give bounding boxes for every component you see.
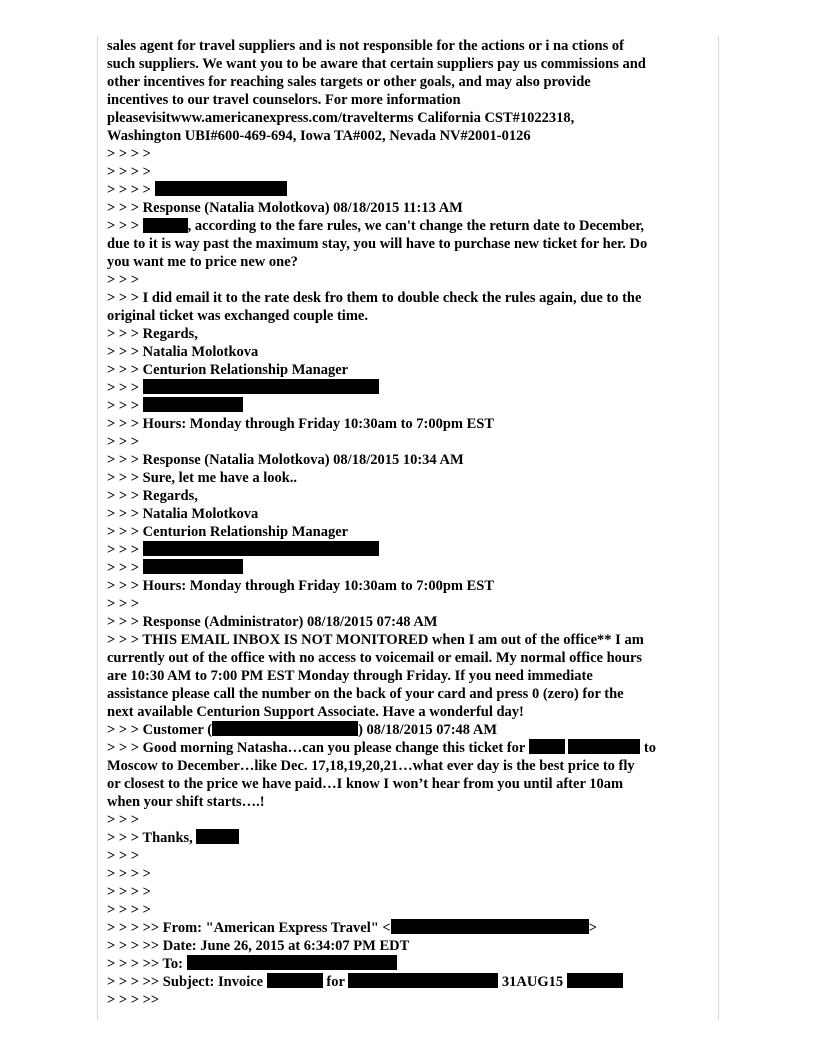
page-frame-right-border [718, 36, 719, 1020]
text-line: > > > Good morning Natasha…can you please change this ticket for to [107, 740, 657, 756]
redaction-box [143, 218, 188, 233]
text-line: pleasevisitwww.americanexpress.com/travelterms California CST#1022318, [107, 110, 575, 126]
text-line: > > > Response (Administrator) 08/18/2015 07:48 AM [107, 614, 438, 630]
text-line: > > > Centurion Relationship Manager [107, 524, 349, 540]
text-line: > > > > [107, 181, 715, 199]
text-line: > > > Natalia Molotkova [107, 344, 259, 360]
text-line: > > > >> [107, 992, 160, 1008]
text-line: or closest to the price we have paid…I know I won’t hear from you until after 10am [107, 776, 624, 792]
text-line: > > > [107, 848, 140, 864]
text-line: currently out of the office with no access to voicemail or email. My normal office hours [107, 650, 643, 666]
text-line: other incentives for reaching sales targets or other goals, and may also provide [107, 74, 591, 90]
text-line: > > > Hours: Monday through Friday 10:30am to 7:00pm EST [107, 578, 495, 594]
text-line: Washington UBI#600-469-694, Iowa TA#002, Nevada NV#2001-0126 [107, 128, 531, 144]
text-line: assistance please call the number on the back of your card and press 0 (zero) for the [107, 686, 624, 702]
text-line: incentives to our travel counselors. For more information [107, 92, 461, 108]
redaction-box [568, 739, 640, 754]
redaction-box [567, 973, 623, 988]
text-line: > > > Regards, [107, 488, 198, 504]
text-line: > > > >> From: "American Express Travel" < > [107, 920, 597, 936]
text-line: > > > Hours: Monday through Friday 10:30am to 7:00pm EST [107, 416, 495, 432]
text-line: > > > , according to the fare rules, we can't change the return date to December, [107, 218, 645, 234]
redaction-box [143, 379, 379, 394]
text-line: > > > THIS EMAIL INBOX IS NOT MONITORED when I am out of the office** I am [107, 632, 644, 648]
text-line: > > > [107, 596, 140, 612]
text-line: original ticket was exchanged couple time. [107, 308, 368, 324]
text-line: Moscow to December…like Dec. 17,18,19,20,21…what ever day is the best price to fly [107, 758, 635, 774]
text-line: > > > Regards, [107, 326, 198, 342]
page-frame-left-border [97, 36, 98, 1020]
redaction-box [196, 829, 239, 844]
text-line: > > > > [107, 164, 151, 180]
text-line: > > > Customer ( ) 08/18/2015 07:48 AM [107, 722, 498, 738]
text-line: > > > Thanks, [107, 829, 715, 847]
text-line: you want me to price new one? [107, 254, 298, 270]
text-line: > > > Centurion Relationship Manager [107, 362, 349, 378]
text-line: > > > Sure, let me have a look.. [107, 470, 298, 486]
redaction-box [143, 559, 243, 574]
text-line: > > > [107, 272, 140, 288]
email-thread-body [107, 37, 715, 1009]
redaction-box [155, 181, 287, 196]
text-line: > > > [107, 812, 140, 828]
text-line: > > > I did email it to the rate desk fro them to double check the rules again, due to the [107, 290, 642, 306]
text-line: > > > > [107, 902, 151, 918]
text-line: > > > >> Subject: Invoice for 31AUG15 [107, 973, 715, 991]
text-line: > > > [107, 397, 715, 415]
text-line: > > > [107, 434, 140, 450]
text-line: > > > > [107, 146, 151, 162]
text-line: > > > > [107, 866, 151, 882]
text-line: > > > [107, 541, 715, 559]
text-line: > > > [107, 379, 715, 397]
text-line: sales agent for travel suppliers and is not responsible for the actions or i na ctions of [107, 38, 624, 54]
text-line: are 10:30 AM to 7:00 PM EST Monday through Friday. If you need immediate [107, 668, 593, 684]
redaction-box [187, 955, 397, 970]
redaction-box [143, 397, 243, 412]
redaction-box [143, 541, 379, 556]
text-line: due to it is way past the maximum stay, you will have to purchase new ticket for her. Do [107, 236, 648, 252]
text-line: > > > > [107, 884, 151, 900]
redaction-box [348, 973, 498, 988]
text-line: next available Centurion Support Associate. Have a wonderful day! [107, 704, 524, 720]
text-line: > > > [107, 559, 715, 577]
redaction-box [212, 721, 358, 736]
text-line: > > > >> Date: June 26, 2015 at 6:34:07 PM EDT [107, 938, 410, 954]
text-line: such suppliers. We want you to be aware that certain suppliers pay us commissions and [107, 56, 646, 72]
redaction-box [529, 739, 565, 754]
text-line: > > > Response (Natalia Molotkova) 08/18/2015 10:34 AM [107, 452, 464, 468]
text-line: when your shift starts….! [107, 794, 265, 810]
text-line: > > > >> To: [107, 955, 715, 973]
text-line: > > > Response (Natalia Molotkova) 08/18/2015 11:13 AM [107, 200, 463, 216]
text-line: > > > Natalia Molotkova [107, 506, 259, 522]
redaction-box [391, 919, 589, 934]
redaction-box [267, 973, 323, 988]
